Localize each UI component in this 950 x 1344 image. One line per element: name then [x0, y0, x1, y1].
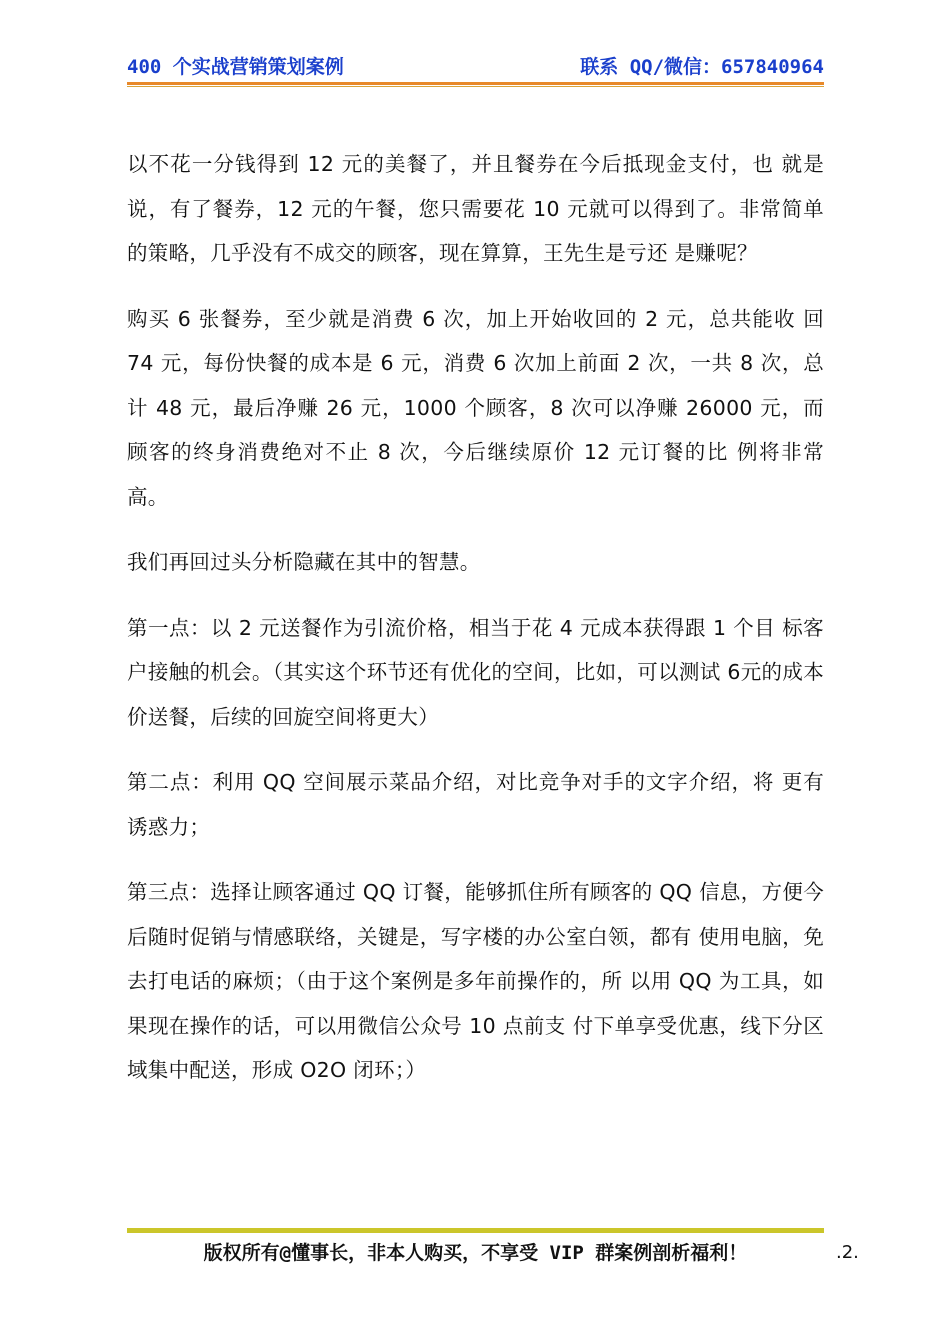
- paragraph-4: 第一点：以 2 元送餐作为引流价格，相当于花 4 元成本获得跟 1 个目 标客户接触的机会。（其实这个环节还有优化的空间，比如，可以测试 6元的成本价送餐，后续的回旋空间将更大）: [127, 615, 824, 729]
- page-header: [127, 54, 824, 80]
- paragraph-2: 购买 6 张餐券，至少就是消费 6 次，加上开始收回的 2 元，总共能收 回 74 元，每份快餐的成本是 6 元，消费 6 次加上前面 2 次，一共 8 次，总计 48 元，最后净赚 26 元，1000 个顾客，8 次可以净赚 26000 元，而顾客的终身消费绝对不止 8 次，今后继续原价 12 元订餐的比 例将非常高。: [127, 306, 824, 509]
- paragraph-5: 第二点：利用 QQ 空间展示菜品介绍，对比竞争对手的文字介绍，将 更有诱惑力；: [127, 770, 824, 839]
- document-body: [127, 142, 824, 1093]
- paragraph-6: 第三点：选择让顾客通过 QQ 订餐，能够抓住所有顾客的 QQ 信息，方便今后随时促销与情感联络，关键是，写字楼的办公室白领，都有 使用电脑，免去打电话的麻烦；（由于这个案例是多年前操作的，所 以用 QQ 为工具，如果现在操作的话，可以用微信公众号 10 点前支 付下单享受优惠，线下分区域集中配送，形成 O2O 闭环；）: [127, 880, 824, 1082]
- footer-divider: [127, 1228, 824, 1233]
- header-divider-thin: [127, 86, 824, 87]
- paragraph-3: 我们再回过头分析隐藏在其中的智慧。: [127, 550, 481, 574]
- page-number: .2.: [836, 1242, 859, 1263]
- header-divider: [127, 82, 824, 85]
- footer-notice: 版权所有@懂事长，非本人购买，不享受 VIP 群案例剖析福利！: [203, 1242, 748, 1264]
- header-title: 400 个实战营销策划案例: [127, 56, 344, 78]
- header-contact: 联系 QQ/微信：657840964: [580, 56, 824, 78]
- paragraph-1: 以不花一分钱得到 12 元的美餐了，并且餐券在今后抵现金支付，也 就是说，有了餐券，12 元的午餐，您只需要花 10 元就可以得到了。非常简单的策略，几乎没有不成交的顾客，现在算算，王先生是亏还 是赚呢？: [127, 152, 824, 265]
